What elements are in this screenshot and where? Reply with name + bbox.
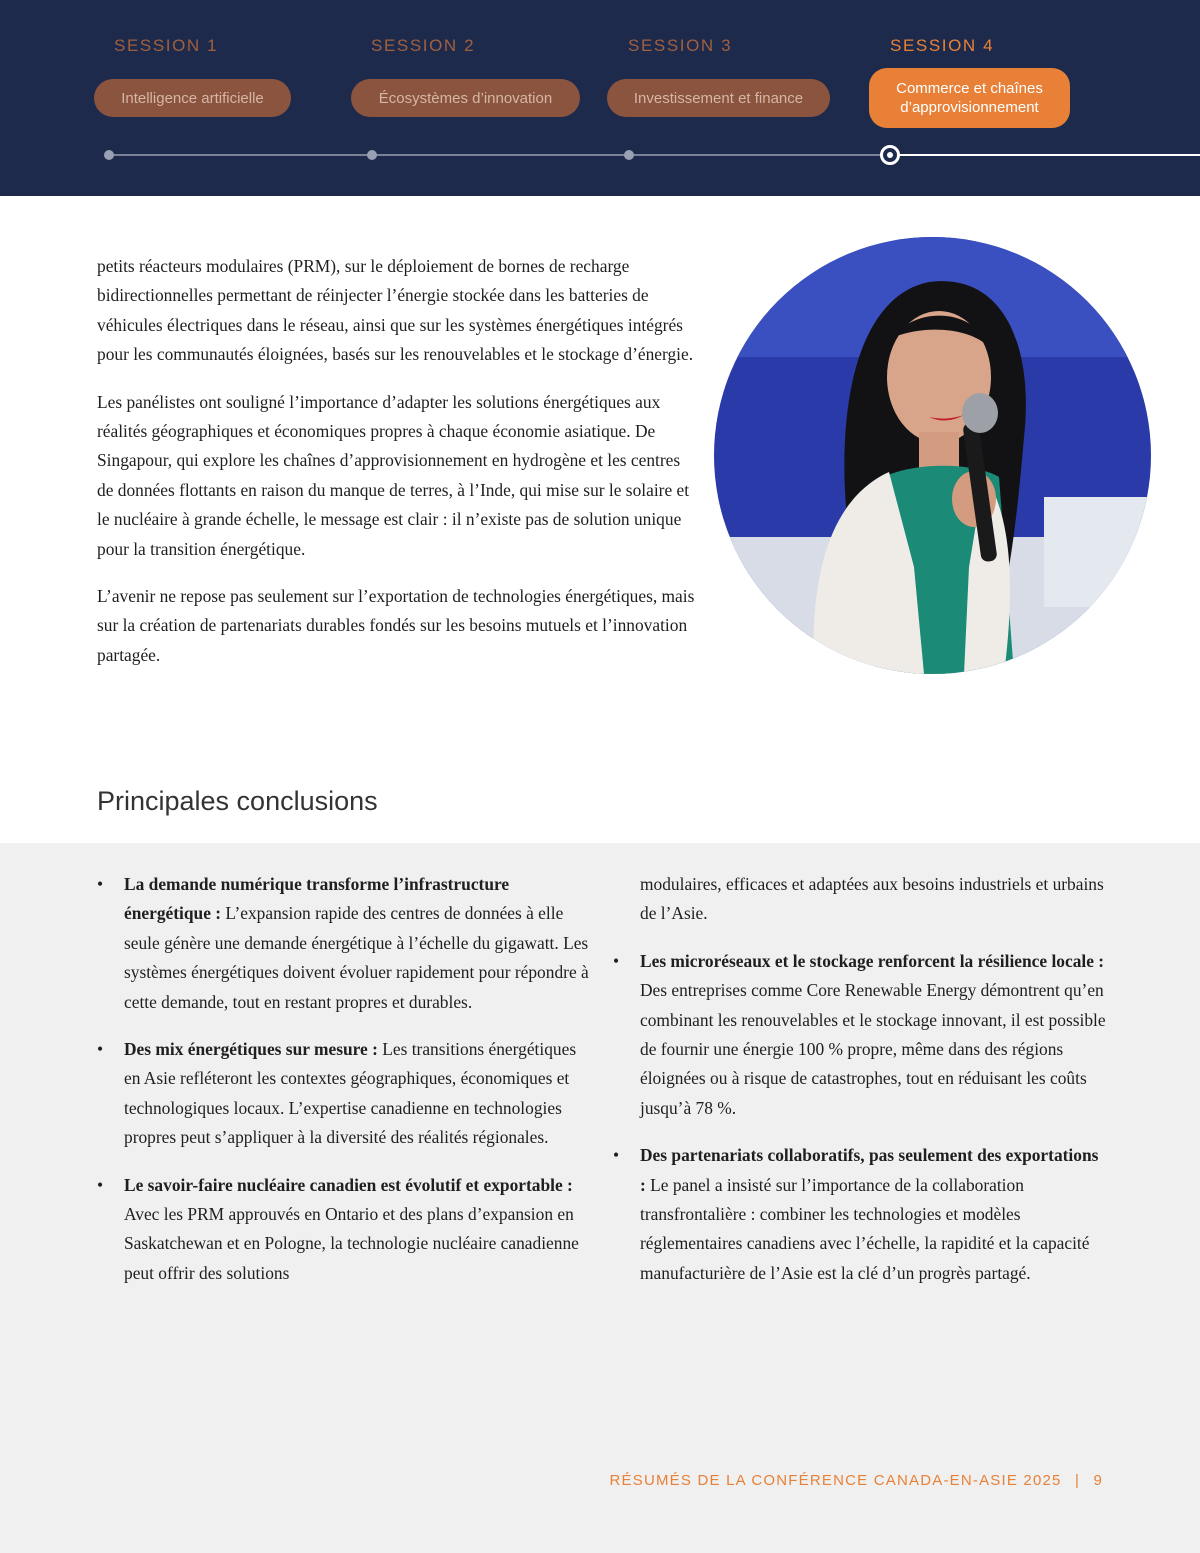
- intro-paragraph-1: petits réacteurs modulaires (PRM), sur le déploiement de bornes de recharge bidirectionnelles permettant de réinjecter l’énergie stockée dans les batteries de véhicules électriques dans le réseau, ainsi que sur les systèmes énergétiques intégrés pour les communautés éloignées, basés sur les renouvelables et le stockage d’énergie.: [97, 256, 694, 365]
- list-item-heading: Le savoir-faire nucléaire canadien est évolutif et exportable :: [124, 1174, 573, 1195]
- session-4-topic-line2: d’approvisionnement: [900, 99, 1039, 116]
- speaker-portrait-illustration: [714, 237, 1151, 674]
- session-1-topic-pill[interactable]: Intelligence artificielle: [94, 79, 291, 117]
- session-2-dot[interactable]: [367, 150, 377, 160]
- session-4-topic-pill[interactable]: [869, 68, 1070, 128]
- session-3-topic-pill[interactable]: Investissement et finance: [607, 79, 830, 117]
- page-footer: [610, 1472, 1103, 1489]
- intro-text: [97, 252, 697, 688]
- intro-paragraph-2: Les panélistes ont souligné l’importance d’adapter les solutions énergétiques aux réalités géographiques et économiques propres à chaque économie asiatique. De Singapour, qui explore les chaînes d’approvisionnement en hydrogène et les centres de données flottants en raison du manque de terres, à l’Inde, qui mise sur le solaire et le nucléaire à grande échelle, le message est clair : il n’existe pas de solution unique pour la transition énergétique.: [97, 391, 690, 559]
- conclusions-right-column: [613, 870, 1108, 1306]
- bullet-icon: •: [97, 874, 104, 894]
- section-title: Principales conclusions: [97, 786, 378, 816]
- timeline-track-active: [895, 154, 1200, 156]
- session-1-dot[interactable]: [104, 150, 114, 160]
- list-item-heading: Des partenariats collaboratifs, pas seulement des exportations :: [640, 1145, 1099, 1195]
- list-item: [97, 870, 592, 1017]
- session-3-label: SESSION 3: [628, 36, 733, 55]
- session-4-topic-line1: Commerce et chaînes: [896, 80, 1043, 97]
- timeline-track: [109, 154, 885, 156]
- session-1-label: SESSION 1: [114, 36, 219, 55]
- bullet-icon: •: [613, 950, 620, 971]
- list-item: [613, 1141, 1108, 1288]
- session-2-label: SESSION 2: [371, 36, 476, 55]
- footer-publication-title: RÉSUMÉS DE LA CONFÉRENCE CANADA-EN-ASIE 2025: [609, 1472, 1062, 1489]
- list-item-text: Des entreprises comme Core Renewable Energy démontrent qu’en combinant les renouvelables et le stockage innovant, il est possible de fournir une énergie 100 % propre, même dans des régions éloignées ou à risque de catastrophes, tout en réduisant les coûts jusqu’à 78 %.: [640, 980, 1106, 1118]
- list-item-text: L’expansion rapide des centres de données à elle seule génère une demande énergétique à l’échelle du gigawatt. Les systèmes énergétiques doivent évoluer rapidement pour répondre à cette demande, tout en restant propres et durables.: [124, 903, 589, 1012]
- list-item-text: Les transitions énergétiques en Asie refléteront les contextes géographiques, économiques et technologiques locaux. L’expertise canadienne en technologies propres peut s’appliquer à la diversité des réalités régionales.: [124, 1039, 577, 1148]
- session-timeline-header: [0, 0, 1200, 196]
- conclusions-left-column: [97, 870, 592, 1306]
- bullet-icon: •: [97, 1039, 104, 1060]
- list-item-heading: La demande numérique transforme l’infrastructure énergétique :: [124, 874, 510, 924]
- session-2-topic-pill[interactable]: Écosystèmes d’innovation: [351, 79, 580, 117]
- session-3-dot[interactable]: [624, 150, 634, 160]
- list-item-text: Avec les PRM approuvés en Ontario et des plans d’expansion en Saskatchewan et en Pologne, la technologie nucléaire canadienne peut offrir des solutions: [124, 1204, 579, 1283]
- list-item-heading: Les microréseaux et le stockage renforcent la résilience locale :: [640, 950, 1105, 971]
- list-item-continuation: modulaires, efficaces et adaptées aux besoins industriels et urbains de l’Asie.: [640, 874, 1104, 924]
- bullet-icon: •: [97, 1174, 104, 1195]
- list-item: [97, 1171, 592, 1289]
- page-number: 9: [1093, 1472, 1103, 1489]
- list-item-heading: Des mix énergétiques sur mesure :: [124, 1039, 378, 1060]
- list-item: [613, 947, 1108, 1123]
- intro-paragraph-3: L’avenir ne repose pas seulement sur l’exportation de technologies énergétiques, mais sur la création de partenariats durables fondés sur les besoins mutuels et l’innovation partagée.: [97, 586, 695, 665]
- list-item: [97, 1035, 592, 1153]
- speaker-portrait-photo: [714, 237, 1151, 674]
- session-4-active-marker[interactable]: [880, 145, 900, 165]
- list-item-text: Le panel a insisté sur l’importance de la collaboration transfrontalière : combiner les technologies et modèles réglementaires canadiens avec l’échelle, la rapidité et la capacité manufacturière de l’Asie est la clé d’un progrès partagé.: [640, 1174, 1090, 1283]
- footer-separator: |: [1074, 1472, 1081, 1489]
- bullet-icon: •: [613, 1145, 620, 1166]
- session-4-label: SESSION 4: [890, 36, 995, 55]
